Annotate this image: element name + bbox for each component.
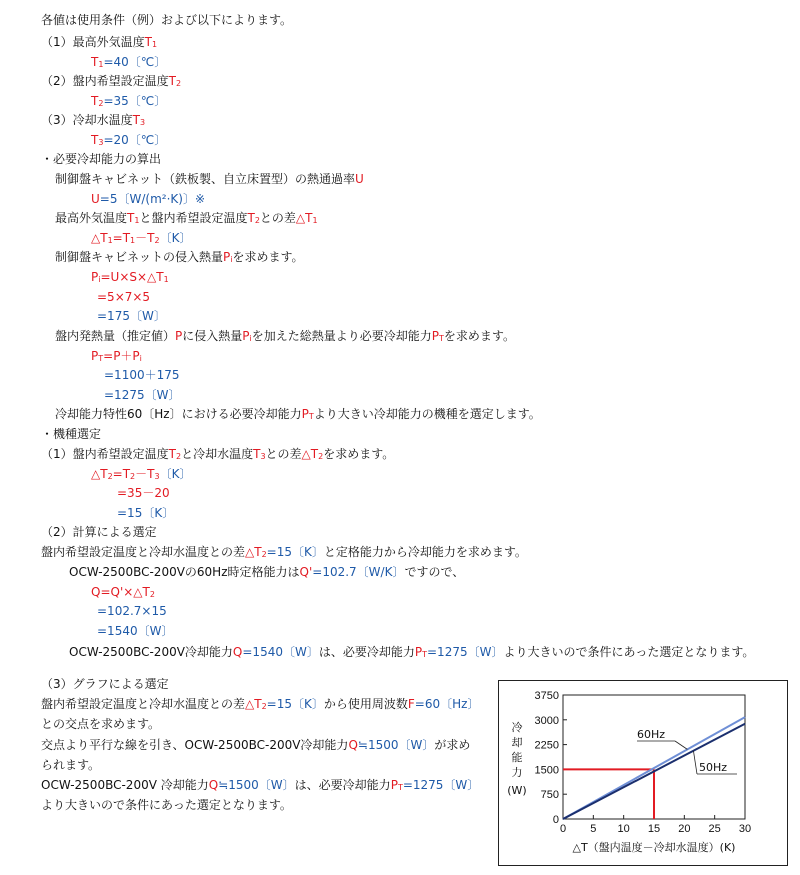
pi-equation-2: =5×7×5 [97, 290, 151, 304]
graph-text-line-6: より大きいので条件にあった選定となります。 [41, 798, 292, 812]
y-tick-label: 2250 [534, 739, 559, 752]
pt-equation-2: =1100＋175 [104, 368, 180, 382]
condition-3-value: $T_3=20$〔℃〕 [91, 133, 167, 147]
section-model-heading: ・機種選定 [41, 427, 102, 441]
y-axis-label-char: 力 [511, 766, 523, 779]
model-step-2-heading: （2）計算による選定 [41, 525, 157, 539]
x-tick-label: 10 [617, 823, 630, 835]
y-tick-label: 3750 [534, 690, 559, 702]
condition-1: （1）最高外気温度$T_1$ [41, 35, 158, 49]
y-tick-label: 1500 [534, 764, 559, 777]
condition-2-value: $T_2=35$〔℃〕 [91, 94, 167, 108]
graph-text-line-3: 交点より平行な線を引き、OCW-2500BC-200V冷却能力Q≒1500〔W〕が求め [41, 738, 471, 752]
model-step-2-eq-1: $Q=Q'\times\triangle T_2$ [91, 585, 155, 599]
condition-1-value: $T_1=40$〔℃〕 [91, 55, 167, 69]
pi-equation-3: =175〔W〕 [97, 309, 166, 323]
x-tick-label: 30 [738, 823, 752, 835]
heat-transfer-line: 制御盤キャビネット（鉄板製、自立床置型）の熱通過率U [55, 172, 364, 186]
x-tick-label: 25 [708, 823, 721, 835]
y-axis-unit: (W) [507, 784, 527, 797]
diff1-line: 最高外気温度$T_1$と盤内希望設定温度$T_2$との差$\triangle T_1$ [55, 211, 318, 225]
diff1-equation: $\triangle T_1=T_1-T_2$〔K〕 [91, 231, 192, 245]
y-tick-label: 3000 [534, 714, 559, 727]
series-label-60hz: 60Hz [637, 728, 666, 741]
u-value: U=5〔W/(m²·K)〕※ [91, 192, 205, 206]
x-tick-label: 5 [590, 823, 597, 835]
intro-text: 各値は使用条件（例）および以下によります。 [41, 13, 293, 27]
pt-equation-1: $P_T=P+P_i$ [91, 349, 142, 363]
pi-line: 制御盤キャビネットの侵入熱量$P_i$を求めます。 [55, 250, 304, 264]
section-calc-heading: ・必要冷却能力の算出 [41, 152, 162, 166]
condition-3: （3）冷却水温度$T_3$ [41, 113, 146, 127]
y-axis-label-char: 却 [511, 736, 523, 749]
model-step-2-result: OCW-2500BC-200V冷却能力Q=1540〔W〕は、必要冷却能力$P_T=1275$〔W〕より大きいので条件にあった選定となります。 [69, 645, 755, 659]
y-axis-label-char: 冷 [511, 721, 523, 734]
model-step-2-line: 盤内希望設定温度と冷却水温度との差$\triangle T_2=15$〔K〕と定格能力から冷却能力を求めます。 [41, 545, 527, 559]
selection-line: 冷却能力特性60〔Hz〕における必要冷却能力$P_T$より大きい冷却能力の機種を選定します。 [55, 407, 541, 421]
model-step-1: （1）盤内希望設定温度$T_2$と冷却水温度$T_3$との差$\triangle T_2$を求めます。 [41, 447, 395, 461]
y-tick-label: 750 [540, 789, 559, 802]
condition-2: （2）盤内希望設定温度$T_2$ [41, 74, 182, 88]
x-tick-label: 15 [647, 823, 661, 835]
x-tick-label: 20 [678, 823, 691, 835]
graph-text-line-2: との交点を求めます。 [41, 717, 161, 731]
series-leader-60hz [675, 741, 687, 749]
graph-text-line-1: 盤内希望設定温度と冷却水温度との差$\triangle T_2=15$〔K〕から使用周波数F=60〔Hz〕 [41, 697, 480, 711]
graph-text-line-4: られます。 [41, 758, 101, 772]
series-label-50hz: 50Hz [699, 761, 728, 774]
model-rated-capacity: OCW-2500BC-200Vの60Hz時定格能力はQ'=102.7〔W/K〕ですので、 [69, 565, 465, 579]
model-step-3-heading: （3）グラフによる選定 [41, 677, 169, 691]
y-axis-label-char: 能 [511, 751, 523, 764]
model-step-2-eq-3: =1540〔W〕 [97, 624, 174, 638]
model-step-1-eq-1: $\triangle T_2=T_2-T_3$〔K〕 [91, 467, 192, 481]
chart-svg [499, 681, 789, 867]
model-step-2-eq-2: =102.7×15 [97, 604, 167, 618]
pi-equation-1: $P_i=U\times S\times\triangle T_1$ [91, 270, 169, 284]
y-tick-label: 0 [552, 814, 559, 826]
pt-equation-3: =1275〔W〕 [104, 388, 181, 402]
series-leader-50hz [693, 751, 697, 774]
model-step-1-eq-2: =35－20 [117, 486, 170, 500]
x-tick-label: 0 [559, 823, 567, 835]
x-axis-label: △T（盤内温度－冷却水温度）(K) [572, 841, 736, 854]
cooling-capacity-chart [498, 680, 788, 866]
graph-text-line-5: OCW-2500BC-200V 冷却能力Q≒1500〔W〕は、必要冷却能力$P_T=1275$〔W〕 [41, 778, 480, 792]
pt-line: 盤内発熱量（推定値）Pに侵入熱量$P_i$を加えた総熱量より必要冷却能力$P_T$を求めます。 [55, 329, 515, 343]
model-step-1-eq-3: =15〔K〕 [117, 506, 175, 520]
